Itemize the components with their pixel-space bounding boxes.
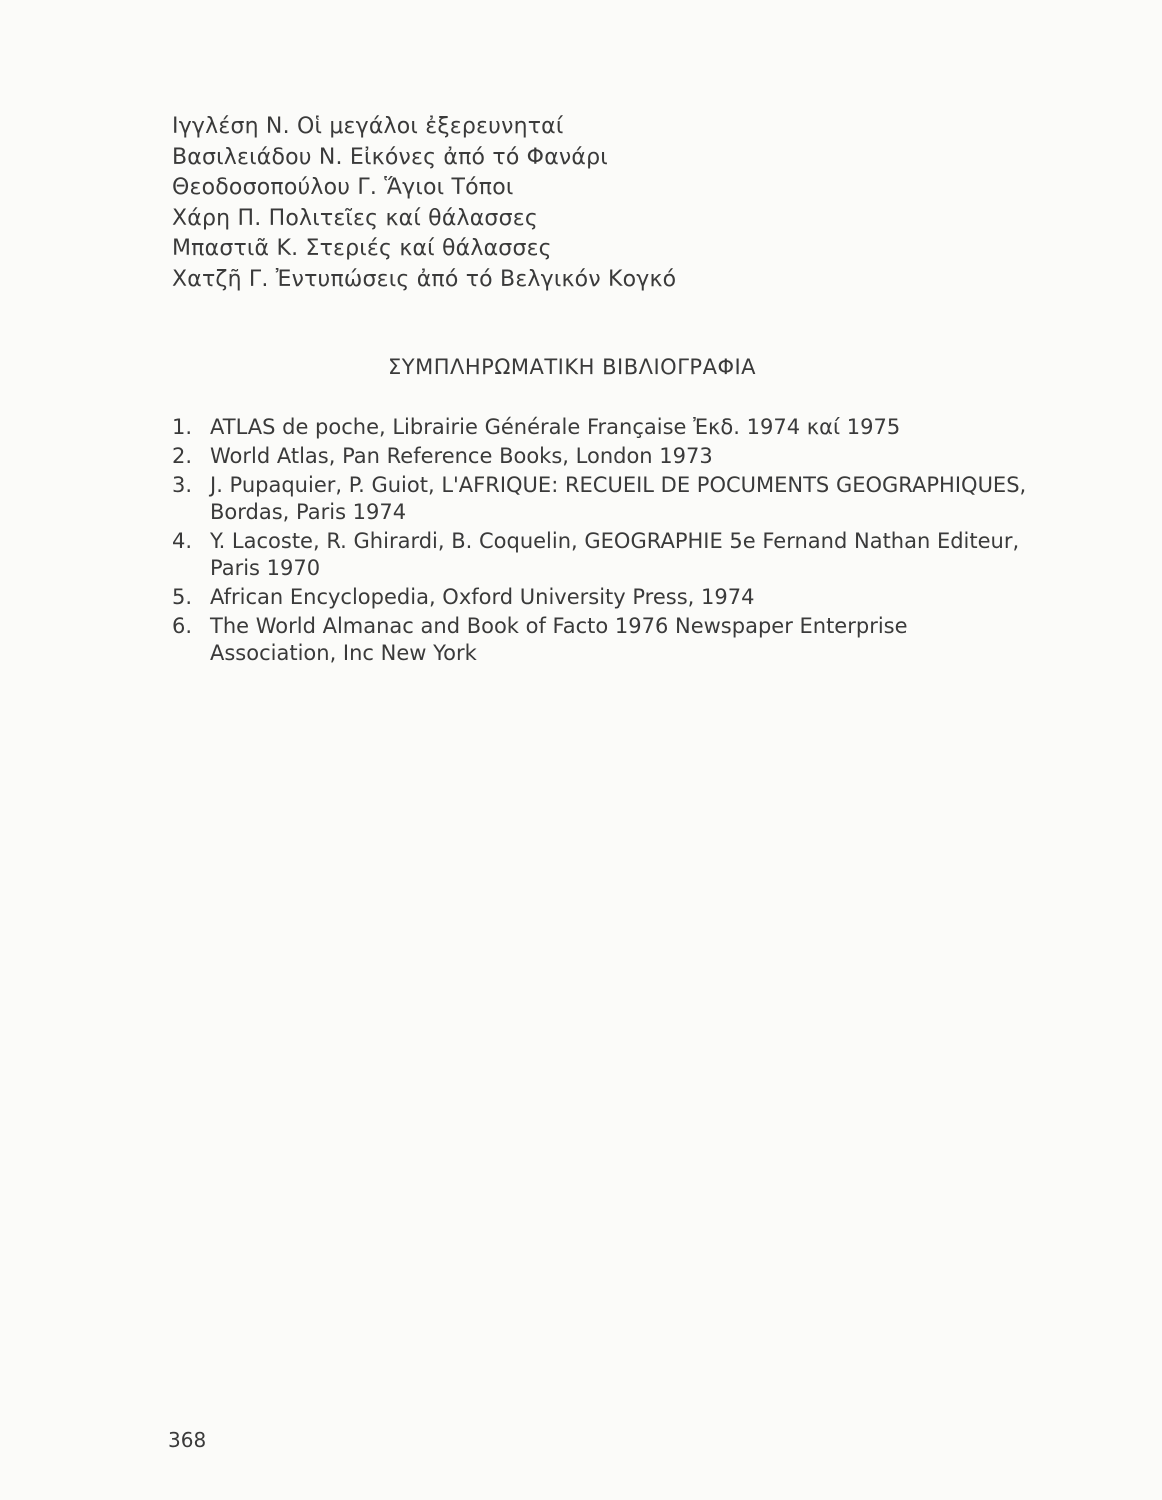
entry-number: 5. bbox=[172, 585, 193, 609]
entry-text: ATLAS de poche, Librairie Générale Française Ἐκδ. 1974 καί 1975 bbox=[210, 415, 901, 439]
entry-number: 6. bbox=[172, 614, 193, 638]
greek-reference-line: Χατζῆ Γ. Ἐντυπώσεις ἀπό τό Βελγικόν Κογκό bbox=[172, 266, 677, 292]
greek-reference-line: Βασιλειάδου Ν. Εἰκόνες ἀπό τό Φανάρι bbox=[172, 144, 608, 170]
entry-number: 2. bbox=[172, 444, 193, 468]
bibliography-entry bbox=[172, 472, 1032, 526]
entry-number: 1. bbox=[172, 415, 193, 439]
entry-text: Y. Lacoste, R. Ghirardi, B. Coquelin, GEOGRAPHIE 5e Fernand Nathan Editeur, Paris 1970 bbox=[210, 529, 1020, 580]
entry-text: African Encyclopedia, Oxford University Press, 1974 bbox=[210, 585, 755, 609]
bibliography-entry bbox=[172, 414, 1032, 441]
greek-reference-line: Ιγγλέση Ν. Οἱ μεγάλοι ἐξερευνηταί bbox=[172, 114, 564, 139]
entry-text: World Atlas, Pan Reference Books, London 1973 bbox=[210, 444, 713, 468]
greek-reference-line: Μπαστιᾶ Κ. Στεριές καί θάλασσες bbox=[172, 236, 552, 262]
section-heading: ΣΥΜΠΛΗΡΩΜΑΤΙΚΗ ΒΙΒΛΙΟΓΡΑΦΙΑ bbox=[388, 355, 757, 379]
entry-text: The World Almanac and Book of Facto 1976 Newspaper Enterprise Association, Inc New York bbox=[210, 614, 908, 665]
greek-reference-line: Θεοδοσοπούλου Γ. Ἅγιοι Τόποι bbox=[172, 175, 514, 201]
bibliography-list bbox=[172, 414, 1032, 667]
greek-reference-line: Χάρη Π. Πολιτεῖες καί θάλασσες bbox=[172, 205, 538, 231]
bibliography-entry bbox=[172, 584, 1032, 611]
entry-number: 3. bbox=[172, 473, 193, 497]
bibliography-entry bbox=[172, 443, 1032, 470]
greek-reference-list bbox=[172, 112, 972, 296]
page-number: 368 bbox=[168, 1428, 207, 1452]
entry-number: 4. bbox=[172, 529, 193, 553]
bibliography-entry bbox=[172, 528, 1032, 582]
bibliography-entry bbox=[172, 613, 1032, 667]
entry-text: J. Pupaquier, P. Guiot, L'AFRIQUE: RECUEIL DE POCUMENTS GEOGRAPHIQUES, Bordas, Paris 1974 bbox=[210, 473, 1027, 524]
